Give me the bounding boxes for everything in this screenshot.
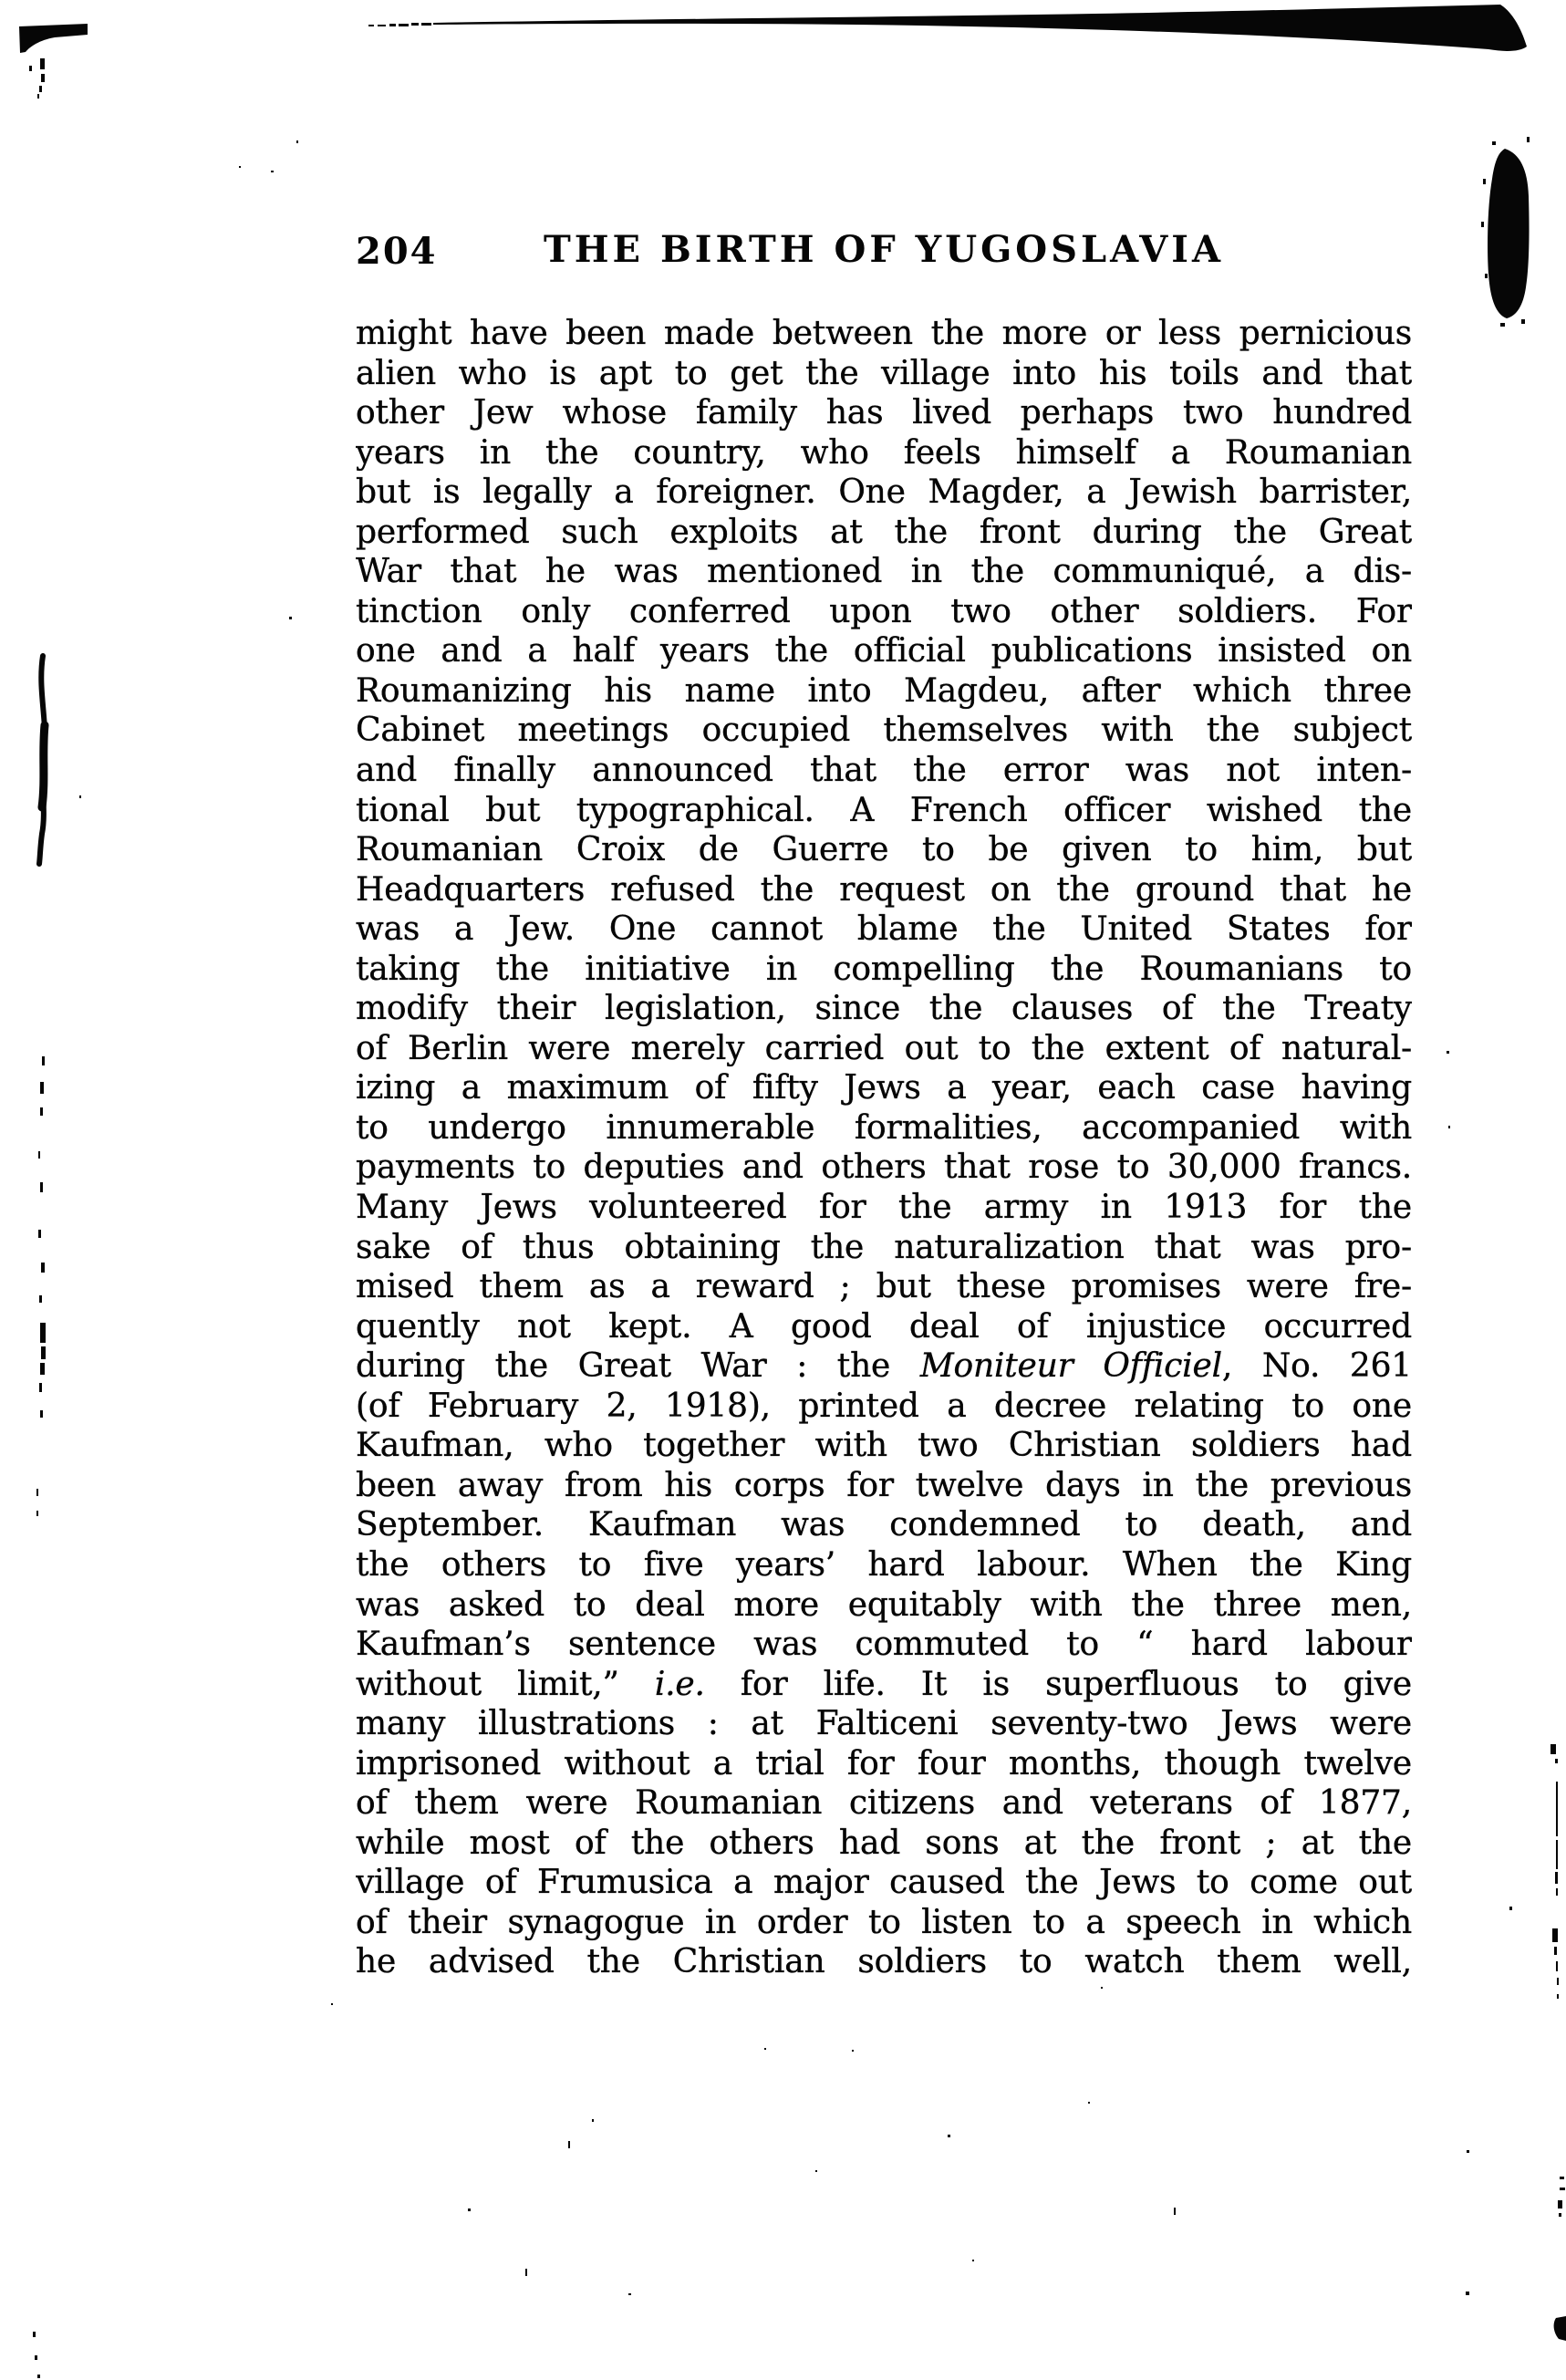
right-margin-dashes <box>1550 1744 1566 2341</box>
text-segment: one and a half years the official publications insisted on <box>356 632 1412 670</box>
text-segment: War that he was mentioned in the communiqué, a dis- <box>356 553 1412 591</box>
text-line <box>356 314 1412 354</box>
text-segment: taking the initiative in compelling the Roumanians to <box>356 950 1412 988</box>
page-header <box>356 228 1412 273</box>
text-segment: payments to deputies and others that rose to 30,000 francs. <box>356 1148 1412 1187</box>
text-segment: for life. It is superfluous to give <box>704 1665 1412 1703</box>
text-segment: mised them as a reward ; but these promises were fre- <box>356 1268 1412 1306</box>
text-segment: was asked to deal more equitably with the three men, <box>356 1585 1412 1624</box>
text-segment: without limit,” <box>356 1665 655 1703</box>
text-segment: (of February 2, 1918), printed a decree relating to one <box>356 1387 1412 1425</box>
text-line <box>356 791 1412 831</box>
text-line <box>356 711 1412 751</box>
text-line <box>356 1783 1412 1824</box>
text-segment: might have been made between the more or less pernicious <box>356 315 1412 352</box>
text-segment: years in the country, who feels himself a Roumanian <box>356 433 1412 472</box>
text-line <box>356 1942 1412 1982</box>
text-segment: quently not kept. A good deal of injustice occurred <box>356 1307 1412 1346</box>
text-segment: to undergo innumerable formalities, accompanied with <box>356 1108 1412 1147</box>
text-line <box>356 1863 1412 1903</box>
text-line <box>356 631 1412 671</box>
text-segment: during the Great War : the <box>356 1347 920 1386</box>
text-line <box>356 909 1412 950</box>
text-line <box>356 1068 1412 1108</box>
text-line <box>356 552 1412 592</box>
text-segment: tional but typographical. A French officer wished the <box>356 791 1412 829</box>
text-line <box>356 751 1412 791</box>
top-edge-band <box>368 5 1527 51</box>
text-segment: Cabinet meetings occupied themselves with the subject <box>356 712 1412 750</box>
text-segment: was a Jew. One cannot blame the United States for <box>356 910 1412 949</box>
text-line <box>356 1625 1412 1665</box>
italic-text: i.e. <box>654 1665 705 1703</box>
text-segment: performed such exploits at the front during the Great <box>356 513 1412 551</box>
text-segment: many illustrations : at Falticeni seventy-two Jews were <box>356 1705 1412 1743</box>
text-segment: Roumanizing his name into Magdeu, after which three <box>356 671 1412 710</box>
text-line <box>356 1228 1412 1268</box>
text-segment: village of Frumusica a major caused the Jews to come out <box>356 1864 1412 1902</box>
text-line <box>356 1704 1412 1744</box>
text-line <box>356 1148 1412 1188</box>
text-line <box>356 1307 1412 1347</box>
text-line <box>356 1505 1412 1545</box>
text-line <box>356 473 1412 513</box>
text-segment: of their synagogue in order to listen to a speech in which <box>356 1903 1412 1941</box>
text-line <box>356 1267 1412 1307</box>
text-line <box>356 1585 1412 1626</box>
text-line <box>356 989 1412 1029</box>
text-segment: but is legally a foreigner. One Magder, a Jewish barrister, <box>356 473 1412 512</box>
text-segment: Many Jews volunteered for the army in 1913 for the <box>356 1189 1412 1227</box>
right-edge-ink-blob <box>1481 137 1530 327</box>
text-line <box>356 1903 1412 1943</box>
text-segment: he advised the Christian soldiers to watch them well, <box>356 1943 1412 1981</box>
text-line <box>356 950 1412 990</box>
text-line <box>356 671 1412 712</box>
text-line <box>356 1387 1412 1427</box>
text-segment: tinction only conferred upon two other soldiers. For <box>356 592 1412 630</box>
text-line <box>356 1346 1412 1387</box>
body-text <box>356 314 1412 1982</box>
italic-text: Moniteur Officiel <box>919 1347 1222 1386</box>
text-line <box>356 1029 1412 1069</box>
text-segment: of them were Roumanian citizens and veterans of 1877, <box>356 1784 1412 1823</box>
text-segment: Kaufman’s sentence was commuted to “ hard labour <box>356 1626 1412 1664</box>
text-line <box>356 1545 1412 1585</box>
text-segment: September. Kaufman was condemned to death, and <box>356 1506 1412 1544</box>
text-segment: izing a maximum of fifty Jews a year, each case having <box>356 1069 1412 1107</box>
text-line <box>356 433 1412 473</box>
running-title: THE BIRTH OF YUGOSLAVIA <box>543 228 1225 271</box>
text-segment: sake of thus obtaining the naturalization that was pro- <box>356 1228 1412 1266</box>
text-line <box>356 1108 1412 1148</box>
text-segment: Kaufman, who together with two Christian soldiers had <box>356 1427 1412 1465</box>
text-segment: Headquarters refused the request on the ground that he <box>356 870 1412 909</box>
text-segment: Roumanian Croix de Guerre to be given to him, but <box>356 831 1412 869</box>
left-margin-stroke <box>39 656 45 864</box>
text-line <box>356 1426 1412 1466</box>
text-segment: been away from his corps for twelve days in the previous <box>356 1466 1412 1504</box>
text-line <box>356 830 1412 870</box>
top-left-corner-mark <box>19 24 88 99</box>
text-line <box>356 393 1412 433</box>
text-line <box>356 1824 1412 1864</box>
text-segment: modify their legislation, since the clauses of the Treaty <box>356 990 1412 1028</box>
text-line <box>356 354 1412 394</box>
text-line <box>356 1466 1412 1506</box>
text-segment: other Jew whose family has lived perhaps two hundred <box>356 394 1412 432</box>
text-line <box>356 1744 1412 1784</box>
text-segment: the others to five years’ hard labour. When the King <box>356 1545 1412 1584</box>
text-line <box>356 513 1412 553</box>
page-number: 204 <box>356 230 438 273</box>
text-line <box>356 592 1412 632</box>
text-line <box>356 1665 1412 1705</box>
text-line <box>356 870 1412 910</box>
text-segment: and finally announced that the error was not inten- <box>356 752 1412 790</box>
text-segment: while most of the others had sons at the front ; at the <box>356 1824 1412 1862</box>
text-segment: of Berlin were merely carried out to the extent of natural- <box>356 1029 1412 1067</box>
left-margin-dashes <box>33 1056 46 2378</box>
text-line <box>356 1188 1412 1228</box>
text-segment: imprisoned without a trial for four months, though twelve <box>356 1744 1412 1782</box>
text-segment: , No. 261 <box>1221 1347 1412 1386</box>
text-segment: alien who is apt to get the village into his toils and that <box>356 354 1412 392</box>
